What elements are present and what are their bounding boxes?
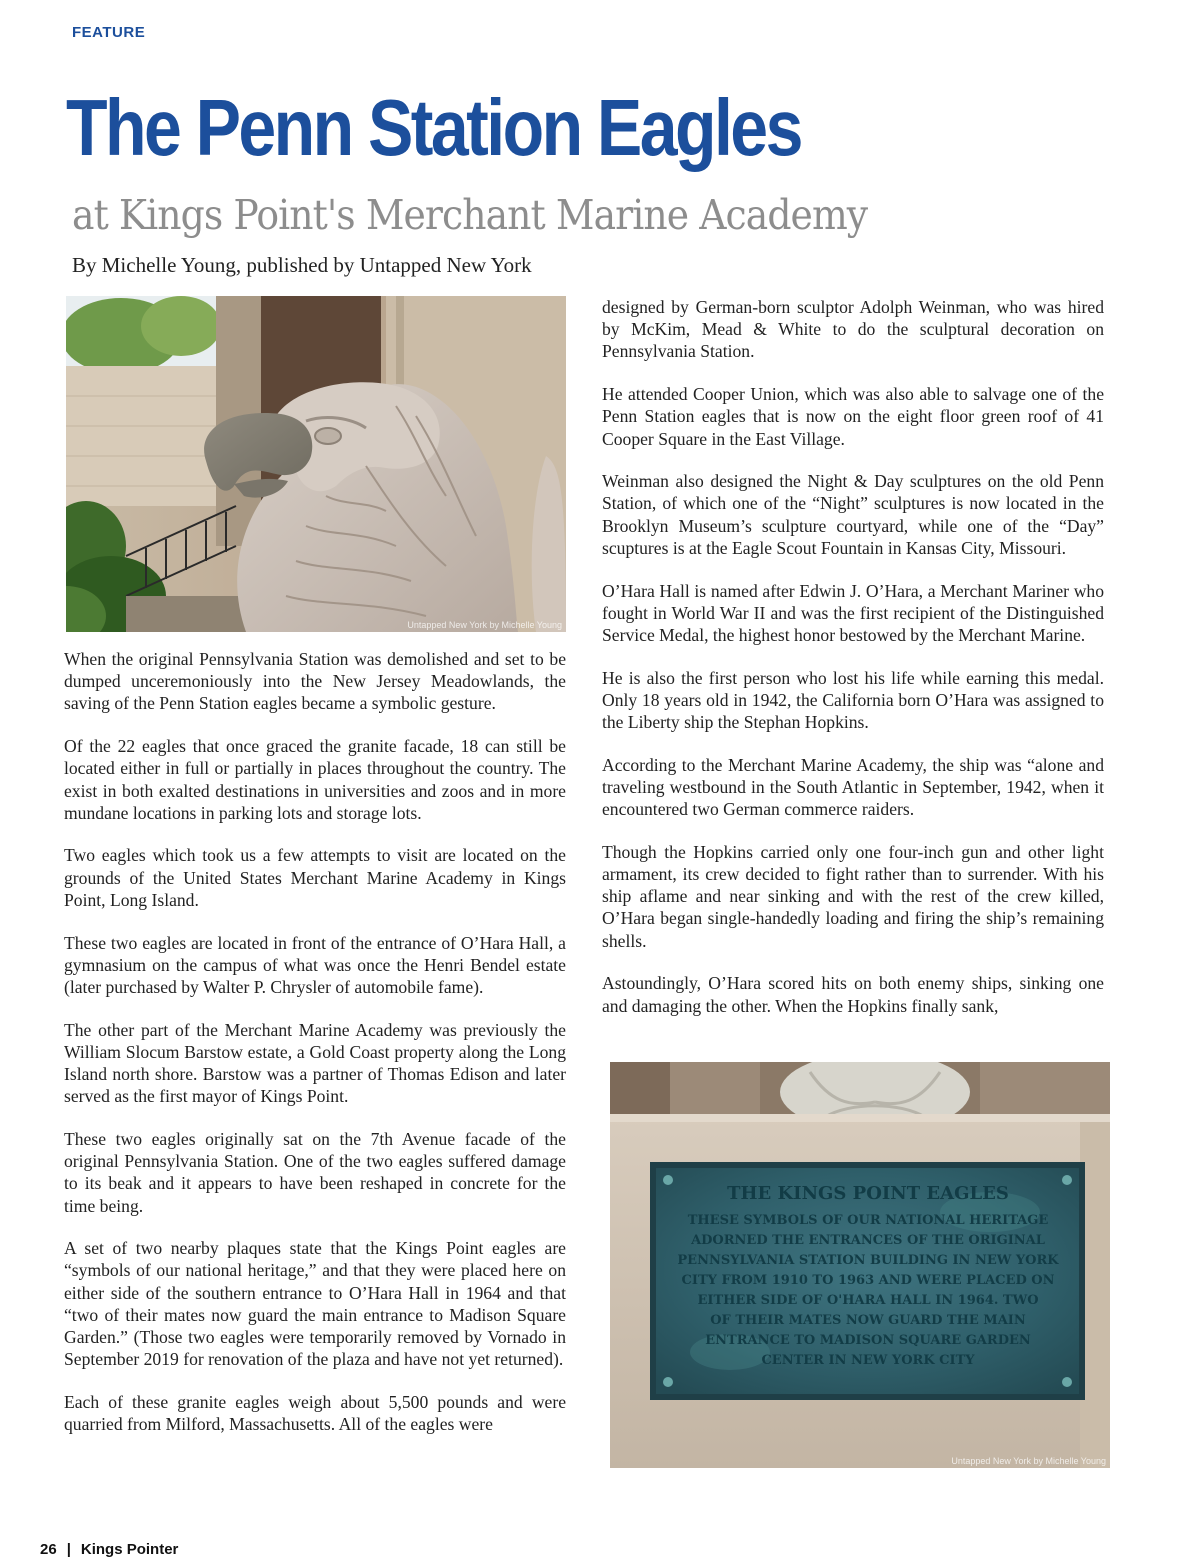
eagle-photo (66, 296, 566, 632)
paragraph: designed by German-born sculptor Adolph Weinman, who was hired by McKim, Mead & White to do the sculptural decoration on Pennsylvania Station. (602, 297, 1104, 362)
paragraph: When the original Pennsylvania Station was demolished and set to be dumped unceremoniously into the New Jersey Meadowlands, the saving of the Penn Station eagles became a symbolic gesture. (64, 649, 566, 714)
plaque-line: EITHER SIDE OF O'HARA HALL IN 1964. TWO (697, 1293, 1039, 1308)
left-column (64, 648, 566, 1456)
plaque-image (610, 1062, 1110, 1468)
right-column (602, 296, 1104, 1037)
eagle-photo-credit: Untapped New York by Michelle Young (407, 620, 562, 630)
paragraph: Astoundingly, O’Hara scored hits on both enemy ships, sinking one and damaging the other. When the Hopkins finally sank, (602, 973, 1104, 1016)
article-title: The Penn Station Eagles (66, 83, 801, 172)
paragraph: Though the Hopkins carried only one four-inch gun and other light armament, its crew decided to fight rather than to surrender. With his ship aflame and near sinking and with the rest of the crew killed, O’Hara began single-handedly loading and firing the ship’s remaining shells. (602, 841, 1104, 951)
paragraph: A set of two nearby plaques state that the Kings Point eagles are “symbols of our national heritage,” and that they were placed here on either side of the southern entrance to O’Hara Hall in 1964 and that “two of their mates now guard the main entrance to Madison Square Garden.” (Those two eagles were temporarily removed by Vornado in September 2019 for renovation of the plaza and have not yet returned). (64, 1238, 566, 1370)
plaque-line: CITY FROM 1910 TO 1963 AND WERE PLACED ON (681, 1273, 1055, 1288)
paragraph: The other part of the Merchant Marine Academy was previously the William Slocum Barstow estate, a Gold Coast property along the Long Island north shore. Barstow was a partner of Thomas Edison and later served as the first mayor of Kings Point. (64, 1019, 566, 1107)
plaque-line: PENNSYLVANIA STATION BUILDING IN NEW YORK (677, 1253, 1059, 1268)
paragraph: He is also the first person who lost his life while earning this medal. Only 18 years old in 1942, the California born O’Hara was assigned to the Liberty ship the Stephan Hopkins. (602, 667, 1104, 733)
plaque-heading: THE KINGS POINT EAGLES (727, 1183, 1009, 1204)
plaque-line: CENTER IN NEW YORK CITY (761, 1353, 975, 1368)
plaque-line: OF THEIR MATES NOW GUARD THE MAIN (710, 1313, 1026, 1328)
paragraph: Each of these granite eagles weigh about 5,500 pounds and were quarried from Milford, Massachusetts. All of the eagles were (64, 1391, 566, 1435)
plaque-line: ENTRANCE TO MADISON SQUARE GARDEN (705, 1333, 1031, 1348)
plaque-line: ADORNED THE ENTRANCES OF THE ORIGINAL (691, 1233, 1045, 1248)
page-number: 26 (40, 1541, 57, 1558)
byline: By Michelle Young, published by Untapped New York (72, 253, 532, 277)
plaque-line: THESE SYMBOLS OF OUR NATIONAL HERITAGE (687, 1213, 1049, 1228)
paragraph: These two eagles originally sat on the 7th Avenue facade of the original Pennsylvania Station. One of the two eagles suffered damage to its beak and it appears to have been reshaped in concrete for the time being. (64, 1128, 566, 1216)
section-label: FEATURE (72, 24, 146, 41)
paragraph: He attended Cooper Union, which was also able to salvage one of the Penn Station eagles that is now on the eight floor green roof of 41 Cooper Square in the East Village. (602, 384, 1104, 449)
article-subtitle: at Kings Point's Merchant Marine Academy (72, 191, 868, 239)
plaque-photo-credit: Untapped New York by Michelle Young (951, 1456, 1106, 1466)
footer-separator: | (66, 1541, 71, 1558)
plaque-photo (610, 1062, 1110, 1468)
paragraph: These two eagles are located in front of the entrance of O’Hara Hall, a gymnasium on the campus of what was once the Henri Bendel estate (later purchased by Walter P. Chrysler of automobile fame). (64, 932, 566, 997)
paragraph: Of the 22 eagles that once graced the granite facade, 18 can still be located either in full or partially in places throughout the country. The exist in both exalted destinations in universities and zoos and in more mundane locations in parking lots and storage lots. (64, 736, 566, 823)
page-footer (40, 1541, 178, 1558)
paragraph: According to the Merchant Marine Academy, the ship was “alone and traveling westbound in the South Atlantic in September, 1942, when it encountered two German commerce raiders. (602, 754, 1104, 820)
paragraph: Two eagles which took us a few attempts to visit are located on the grounds of the United States Merchant Marine Academy in Kings Point, Long Island. (64, 845, 566, 910)
paragraph: O’Hara Hall is named after Edwin J. O’Hara, a Merchant Mariner who fought in World War II and was the first recipient of the Distinguished Service Medal, the highest honor bestowed by the Merchant Marine. (602, 580, 1104, 645)
publication-name: Kings Pointer (80, 1541, 179, 1558)
eagle-sculpture-image (66, 296, 566, 632)
paragraph: Weinman also designed the Night & Day sculptures on the old Penn Station, of which one of the “Night” sculptures is now located in the Brooklyn Museum’s sculpture courtyard, while one of the “Day” scuptures is at the Eagle Scout Fountain in Kansas City, Missouri. (602, 471, 1104, 558)
